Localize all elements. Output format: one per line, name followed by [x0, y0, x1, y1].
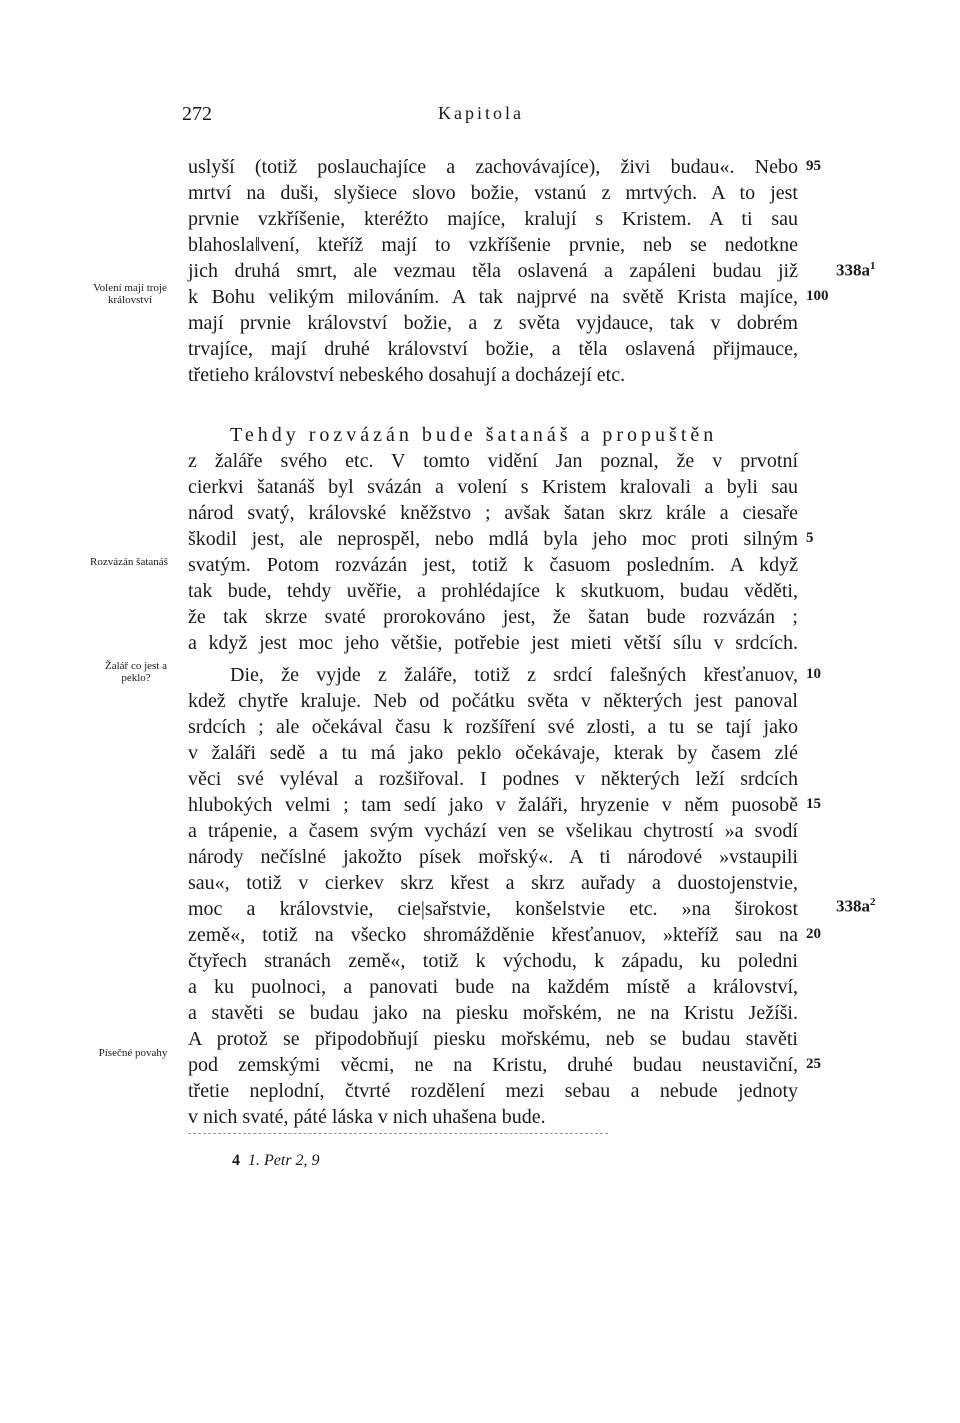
text-line: moc a královstvie, cie|sařstvie, konšelstvie etc. »na širokost	[188, 898, 798, 920]
line-number: 95	[806, 158, 821, 174]
text-line: A protož se připodobňují piesku mořskému, neb se budau stavěti	[188, 1028, 798, 1050]
margin-note: Písečné povahy	[98, 1047, 168, 1059]
text-line: trvajíce, mají druhé království božie, a těla oslavená přijmauce,	[188, 338, 798, 360]
line-number: 15	[806, 796, 821, 812]
line-number: 5	[806, 530, 814, 546]
text-line: a když jest moc jeho většie, potřebie jest mieti větší sílu v srdcích.	[188, 632, 798, 654]
footnote-number: 4	[232, 1152, 240, 1169]
text-line: k Bohu velikým milováním. A tak najprvé na světě Krista majíce,	[188, 286, 798, 308]
margin-note: Rozvázán šatanáš	[90, 556, 168, 568]
text-line: prvnie vzkříšenie, kteréžto majíce, kralují s Kristem. A ti sau	[188, 208, 798, 230]
text-line: hlubokých velmi ; tam sedí jako v žaláři, hryzenie v něm puosobě	[188, 794, 798, 816]
text-line: třetieho království nebeského dosahují a docházejí etc.	[188, 364, 626, 386]
running-head: Kapitola	[438, 103, 524, 123]
folio-mark: $338a^1$	[836, 260, 876, 280]
text-line: čtyřech stranách země«, totiž k východu, k západu, ku poledni	[188, 950, 798, 972]
text-line: mrtví na duši, slyšiece slovo božie, vstanú z mrtvých. A to jest	[188, 182, 798, 204]
text-line: a ku puolnoci, a panovati bude na každém místě a království,	[188, 976, 798, 998]
section-heading-line: Tehdy rozvázán bude šatanáš a propuštěn	[230, 424, 718, 446]
text-line: blahosla‖vení, kteříž mají to vzkříšenie prvnie, neb se nedotkne	[188, 234, 798, 256]
folio-mark: $338a^2$	[836, 896, 876, 916]
line-number: 20	[806, 926, 821, 942]
line-number: 25	[806, 1056, 821, 1072]
text-line: věci své vyléval a rozšiřoval. I podnes v některých leží srdcích	[188, 768, 798, 790]
text-line: v nich svaté, páté láska v nich uhašena bude.	[188, 1106, 546, 1128]
text-line: svatým. Potom rozvázán jest, totiž k časuom posledním. A když	[188, 554, 798, 576]
text-line: země«, totiž na všecko shromážděnie křesťanuov, »kteříž sau na	[188, 924, 798, 946]
margin-note: Volení mají troje království	[93, 282, 167, 306]
line-number: 10	[806, 666, 821, 682]
footnote	[232, 1152, 320, 1170]
text-line: národ svatý, královské kněžstvo ; avšak šatan skrz krále a ciesaře	[188, 502, 798, 524]
text-line: a stavěti se budau jako na piesku mořském, ne na Kristu Ježíši.	[188, 1002, 798, 1024]
text-line: uslyší (totiž poslauchajíce a zachovávajíce), živi budau«. Nebo	[188, 156, 798, 178]
text-line: v žaláři sedě a tu má jako peklo očekávaje, kterak by časem zlé	[188, 742, 798, 764]
footnote-text: 1. Petr 2, 9	[248, 1152, 320, 1169]
text-line: národy nečíslné jakožto písek mořský«. A ti národové »vstaupili	[188, 846, 798, 868]
text-line: Die, že vyjde z žaláře, totiž z srdcí falešných křesťanuov,	[230, 664, 798, 686]
line-number: 100	[806, 288, 829, 304]
text-line: že tak skrze svaté prorokováno jest, že šatan bude rozvázán ;	[188, 606, 798, 628]
text-line: pod zemskými věcmi, ne na Kristu, druhé budau neustaviční,	[188, 1054, 798, 1076]
text-line: z žaláře svého etc. V tomto vidění Jan poznal, že v prvotní	[188, 450, 798, 472]
text-line: mají prvnie království božie, a z světa vyjdauce, tak v dobrém	[188, 312, 798, 334]
text-line: cierkvi šatanáš byl svázán a volení s Kristem kralovali a byli sau	[188, 476, 798, 498]
text-line: sau«, totiž v cierkev skrz křest a skrz auřady a duostojenstvie,	[188, 872, 798, 894]
footnote-rule	[188, 1133, 608, 1134]
text-line: jich druhá smrt, ale vezmau těla oslavená a zapáleni budau již	[188, 260, 798, 282]
margin-note: Žalář co jest a peklo?	[105, 660, 167, 684]
text-line: třetie neplodní, čtvrté rozdělení mezi sebau a nebude jednoty	[188, 1080, 798, 1102]
text-line: škodil jest, ale neprospěl, nebo mdlá byla jeho moc proti silným	[188, 528, 798, 550]
text-line: kdež chytře kraluje. Neb od počátku světa v některých jest panoval	[188, 690, 798, 712]
text-line: tak bude, tehdy uvěřie, a prohlédajíce k skutkuom, budau věděti,	[188, 580, 798, 602]
text-line: a trápenie, a časem svým vychází ven se všelikau chytrostí »a svodí	[188, 820, 798, 842]
text-line: srdcích ; ale očekával času k rozšíření své zlosti, a tu se tají jako	[188, 716, 798, 738]
page-number: 272	[182, 103, 212, 125]
